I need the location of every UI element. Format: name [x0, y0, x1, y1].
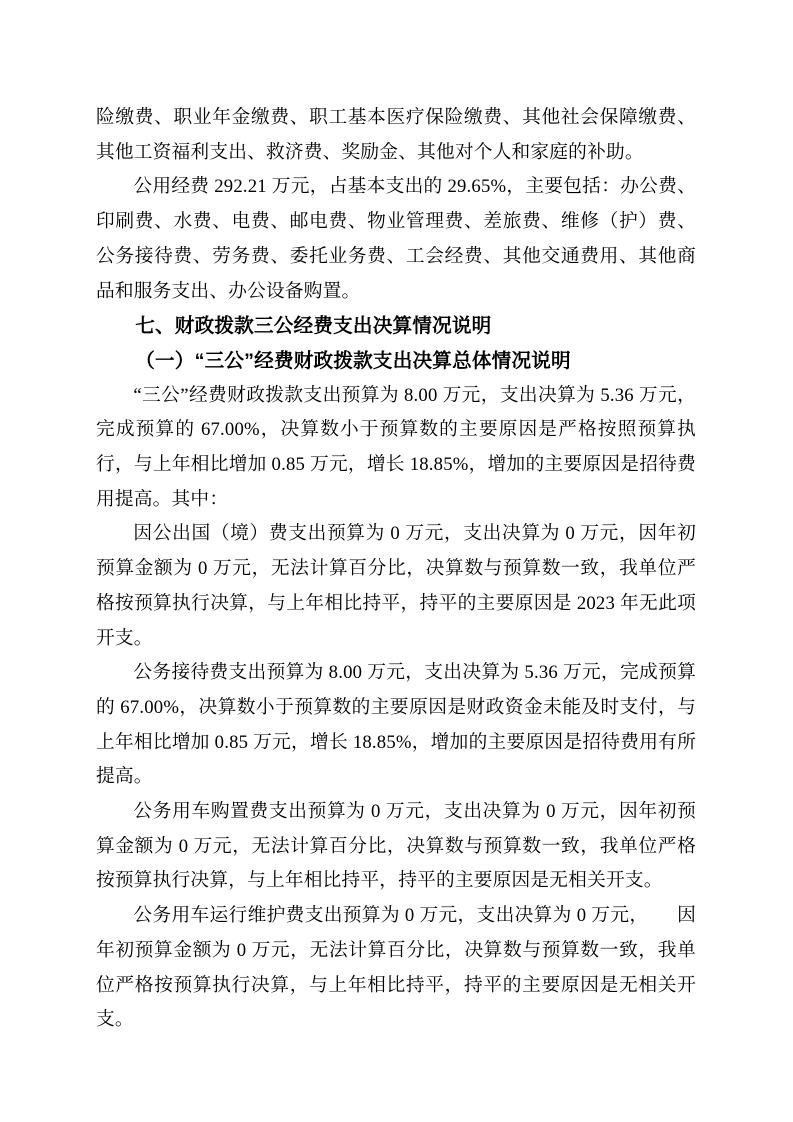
heading-section-seven-three-public-funds: 七、财政拨款三公经费支出决算情况说明: [135, 315, 492, 338]
body-paragraph-official-reception: 公务接待费支出预算为 8.00 万元，支出决算为 5.36 万元，完成预算的 67.00%，决算数小于预算数的主要原因是财政资金未能及时支付，与上年相比增加 0.85 万元，增长 18.85%，增加的主要原因是招待费用有所提高。: [96, 662, 696, 788]
body-paragraph-three-public-overview: “三公”经费财政拨款支出预算为 8.00 万元，支出决算为 5.36 万元，完成预算的 67.00%，决算数小于预算数的主要原因是严格按照预算执行，与上年相比增加 0.85 万元，增长 18.85%，增加的主要原因是招待费用提高。其中：: [96, 384, 696, 510]
body-paragraph-vehicle-maintenance: 公务用车运行维护费支出预算为 0 万元，支出决算为 0 万元， 因年初预算金额为 0 万元，无法计算百分比，决算数与预算数一致，我单位严格按预算执行决算，与上年相比持平，持平的主要原因是无相关开支。: [96, 905, 696, 1031]
body-paragraph-overseas-trips: 因公出国（境）费支出预算为 0 万元，支出决算为 0 万元，因年初预算金额为 0 万元，无法计算百分比，决算数与预算数一致，我单位严格按预算执行决算，与上年相比持平，持平的主要原因是 2023 年无此项开支。: [96, 523, 696, 649]
body-paragraph-public-funds: 公用经费 292.21 万元，占基本支出的 29.65%，主要包括：办公费、印刷费、水费、电费、邮电费、物业管理费、差旅费、维修（护）费、公务接待费、劳务费、委托业务费、工会经费、其他交通费用、其他商品和服务支出、办公设备购置。: [96, 176, 696, 302]
body-paragraph-vehicle-purchase: 公务用车购置费支出预算为 0 万元，支出决算为 0 万元，因年初预算金额为 0 万元，无法计算百分比，决算数与预算数一致，我单位严格按预算执行决算，与上年相比持平，持平的主要原因是无相关开支。: [96, 801, 696, 892]
heading-subsection-one-overall-situation: （一）“三公”经费财政拨款支出决算总体情况说明: [135, 349, 571, 372]
body-paragraph-welfare-continuation: 险缴费、职业年金缴费、职工基本医疗保险缴费、其他社会保障缴费、其他工资福利支出、救济费、奖励金、其他对个人和家庭的补助。: [96, 107, 696, 163]
